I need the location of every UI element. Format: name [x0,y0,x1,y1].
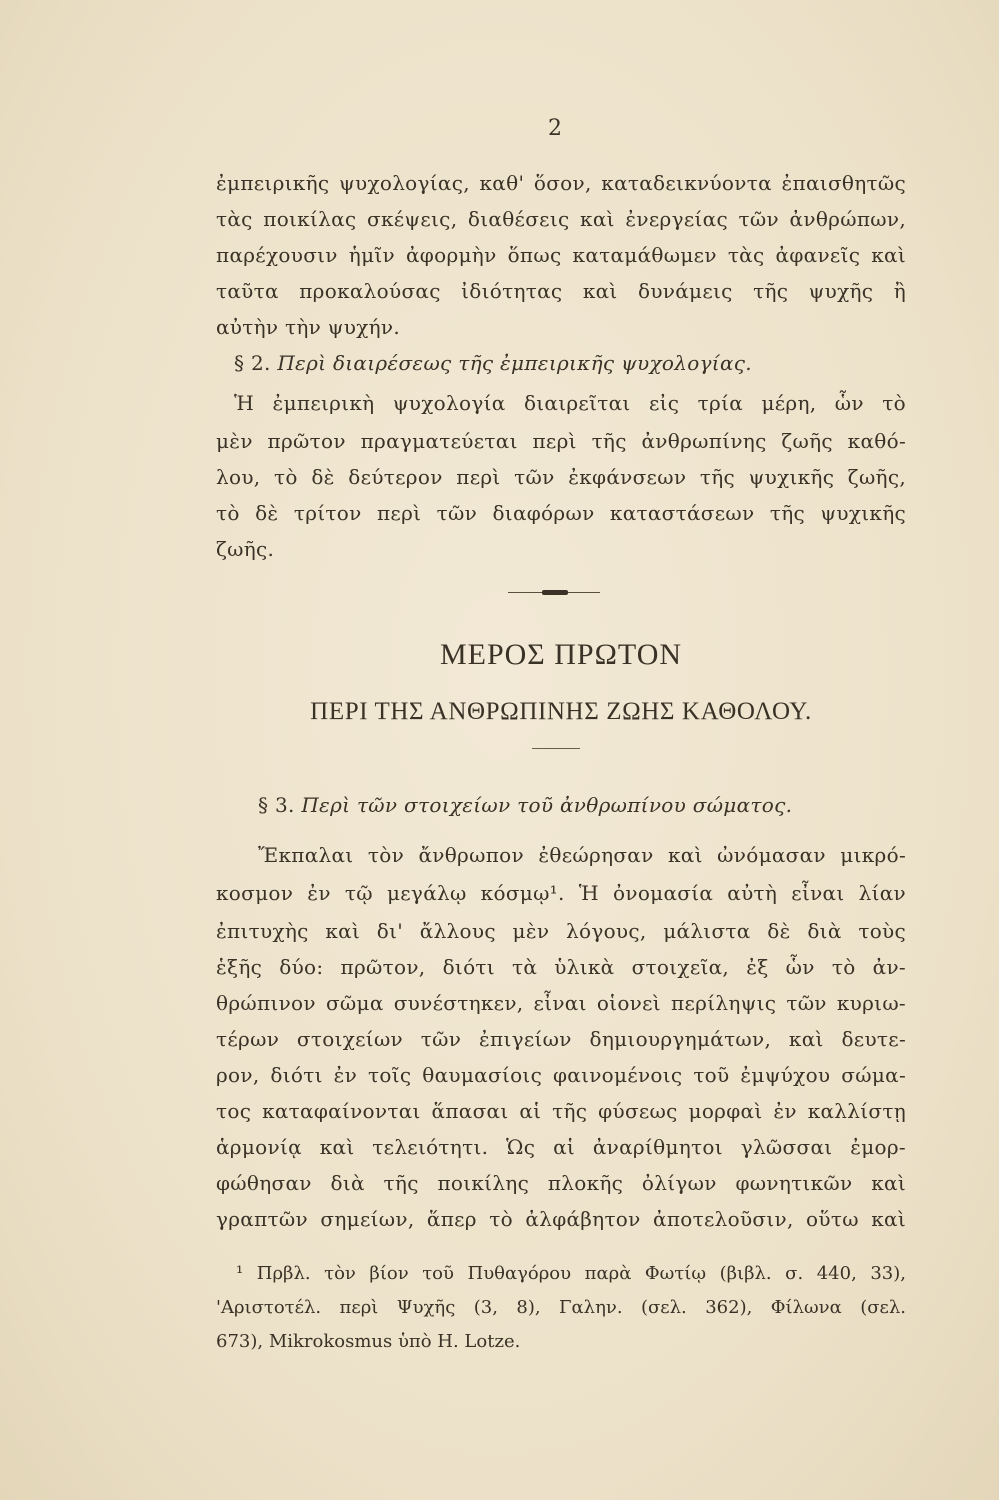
text-line: θρώπινον σῶμα συνέστηκεν, εἶναι οἱονεὶ περίληψις τῶν κυριω- [216,991,906,1015]
text-line: Ἔκπαλαι τὸν ἄνθρωπον ἐθεώρησαν καὶ ὠνόμασαν μικρό- [258,843,906,867]
part-subheading: ΠΕΡΙ ΤΗΣ ΑΝΘΡΩΠΙΝΗΣ ΖΩΗΣ ΚΑΘΟΛΟΥ. [310,698,812,725]
text-line: ἐμπειρικῆς ψυχολογίας, καθ' ὅσον, καταδεικνύοντα ἐπαισθητῶς [216,171,906,195]
text-line: αὐτὴν τὴν ψυχήν. [216,315,401,339]
text-line: Ἡ ἐμπειρικὴ ψυχολογία διαιρεῖται εἰς τρία μέρη, ὧν τὸ [234,391,906,415]
section-heading [234,350,906,376]
text-line: ἁρμονίᾳ καὶ τελειότητι. Ὡς αἱ ἀναρίθμητοι γλῶσσαι ἐμορ- [216,1135,906,1159]
footnote-line: ¹ Πρβλ. τὸν βίον τοῦ Πυθαγόρου παρὰ Φωτίῳ (βιβλ. σ. 440, 33), [236,1263,906,1284]
section-title: Περὶ τῶν στοιχείων τοῦ ἀνθρωπίνου σώματος. [301,793,793,817]
text-line: φώθησαν διὰ τῆς ποικίλης πλοκῆς ὀλίγων φωνητικῶν καὶ [216,1171,906,1195]
text-line: τος καταφαίνονται ἅπασαι αἱ τῆς φύσεως μορφαὶ ἐν καλλίστῃ [216,1099,906,1123]
text-line: ἑξῆς δύο: πρῶτον, διότι τὰ ὑλικὰ στοιχεῖα, ἐξ ὧν τὸ ἀν- [216,955,906,979]
text-line: παρέχουσιν ἡμῖν ἀφορμὴν ὅπως καταμάθωμεν τὰς ἀφανεῖς καὶ [216,243,906,267]
text-line: τέρων στοιχείων τῶν ἐπιγείων δημιουργημάτων, καὶ δευτε- [216,1027,906,1051]
text-line: γραπτῶν σημείων, ἅπερ τὸ ἀλφάβητον ἀποτελοῦσιν, οὕτω καὶ [216,1207,906,1231]
page-number: 2 [548,116,562,141]
divider-rule [532,748,580,749]
text-line: ταῦτα προκαλούσας ἰδιότητας καὶ δυνάμεις τῆς ψυχῆς ἢ [216,279,906,303]
text-line: κοσμον ἐν τῷ μεγάλῳ κόσμῳ¹. Ἡ ὀνομασία αὐτὴ εἶναι λίαν [216,881,906,905]
section-title: Περὶ διαιρέσεως τῆς ἐμπειρικῆς ψυχολογίας. [277,351,752,375]
text-line: μὲν πρῶτον πραγματεύεται περὶ τῆς ἀνθρωπίνης ζωῆς καθό- [216,429,906,453]
section-marker: § 3. [258,793,295,817]
text-line: λου, τὸ δὲ δεύτερον περὶ τῶν ἐκφάνσεων τῆς ψυχικῆς ζωῆς, [216,465,906,489]
footnote-line: 'Αριστοτέλ. περὶ Ψυχῆς (3, 8), Γαλην. (σελ. 362), Φίλωνα (σελ. [216,1297,906,1318]
section-marker: § 2. [234,351,271,375]
footnote-line: 673), Mikrokosmus ὑπὸ Η. Lotze. [216,1331,521,1352]
part-heading: ΜΕΡΟΣ ΠΡΩΤΟΝ [439,638,683,671]
text-line: ἐπιτυχὴς καὶ δι' ἄλλους μὲν λόγους, μάλιστα δὲ διὰ τοὺς [216,919,906,943]
section-heading [258,792,906,818]
text-line: ζωῆς. [216,537,275,561]
text-line: τὸ δὲ τρίτον περὶ τῶν διαφόρων καταστάσεων τῆς ψυχικῆς [216,501,906,525]
text-line: ρον, διότι ἐν τοῖς θαυμασίοις φαινομένοις τοῦ ἐμψύχου σώμα- [216,1063,906,1087]
ornament-divider [508,590,600,594]
text-line: τὰς ποικίλας σκέψεις, διαθέσεις καὶ ἐνεργείας τῶν ἀνθρώπων, [216,207,906,231]
